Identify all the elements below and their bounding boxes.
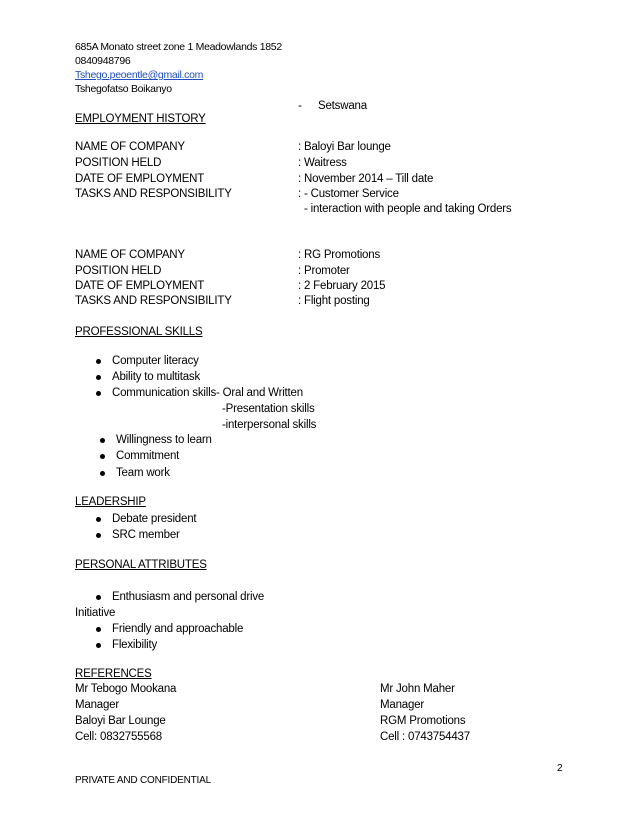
reference-name: Mr Tebogo Mookana	[75, 683, 177, 695]
bullet-icon	[96, 359, 101, 364]
bullet-icon	[100, 438, 105, 443]
applicant-name: Tshegofatso Boikanyo	[75, 83, 172, 95]
bullet-icon	[96, 595, 101, 600]
skill-item: Team work	[116, 467, 170, 479]
attribute-item: Enthusiasm and personal drive	[112, 591, 265, 603]
phone-number: 0840948796	[75, 55, 131, 67]
reference-cell: Cell : 0743754437	[380, 731, 470, 743]
tasks-label: TASKS AND RESPONSIBILITY	[75, 295, 232, 307]
date-value: : 2 February 2015	[298, 280, 386, 292]
language-dash: -	[298, 100, 302, 112]
company-label: NAME OF COMPANY	[75, 249, 185, 261]
bullet-icon	[96, 375, 101, 380]
attribute-item: Friendly and approachable	[112, 623, 244, 635]
reference-name: Mr John Maher	[380, 683, 455, 695]
skill-item: Communication skills- Oral and Written	[112, 387, 303, 399]
skills-heading: PROFESSIONAL SKILLS	[75, 326, 203, 338]
date-label: DATE OF EMPLOYMENT	[75, 280, 205, 292]
reference-company: Baloyi Bar Lounge	[75, 715, 166, 727]
date-label: DATE OF EMPLOYMENT	[75, 173, 205, 185]
company-value: : RG Promotions	[298, 249, 380, 261]
attribute-item: Flexibility	[112, 639, 158, 651]
references-heading: REFERENCES	[75, 668, 152, 680]
bullet-icon	[96, 517, 101, 522]
leadership-item: SRC member	[112, 529, 180, 541]
skill-sub-item: -interpersonal skills	[222, 419, 317, 431]
bullet-icon	[96, 643, 101, 648]
attribute-continuation: Initiative	[75, 607, 116, 619]
leadership-item: Debate president	[112, 513, 197, 525]
position-value: : Waitress	[298, 157, 347, 169]
bullet-icon	[96, 391, 101, 396]
bullet-icon	[100, 454, 105, 459]
skill-item: Willingness to learn	[116, 434, 212, 446]
position-value: : Promoter	[298, 265, 350, 277]
address: 685A Monato street zone 1 Meadowlands 1852	[75, 41, 282, 53]
tasks-value: : Flight posting	[298, 295, 370, 307]
leadership-heading: LEADERSHIP	[75, 496, 146, 508]
tasks-extra: - interaction with people and taking Orders	[304, 203, 512, 215]
reference-title: Manager	[380, 699, 424, 711]
language-item: Setswana	[318, 100, 367, 112]
skill-item: Computer literacy	[112, 355, 199, 367]
email-link[interactable]: Tshego.peoentle@gmail.com	[75, 69, 204, 81]
bullet-icon	[96, 627, 101, 632]
bullet-icon	[96, 533, 101, 538]
confidential-footer: PRIVATE AND CONFIDENTIAL	[75, 775, 211, 786]
reference-cell: Cell: 0832755568	[75, 731, 162, 743]
page-number: 2	[557, 763, 563, 774]
date-value: : November 2014 – Till date	[298, 173, 434, 185]
reference-title: Manager	[75, 699, 119, 711]
company-value: : Baloyi Bar lounge	[298, 141, 391, 153]
company-label: NAME OF COMPANY	[75, 141, 185, 153]
position-label: POSITION HELD	[75, 157, 162, 169]
attributes-heading: PERSONAL ATTRIBUTES	[75, 559, 207, 571]
tasks-label: TASKS AND RESPONSIBILITY	[75, 188, 232, 200]
skill-item: Ability to multitask	[112, 371, 201, 383]
bullet-icon	[100, 471, 105, 476]
skill-item: Commitment	[116, 450, 180, 462]
reference-company: RGM Promotions	[380, 715, 466, 727]
tasks-value: : - Customer Service	[298, 188, 399, 200]
skill-sub-item: -Presentation skills	[222, 403, 315, 415]
employment-heading: EMPLOYMENT HISTORY	[75, 113, 206, 125]
position-label: POSITION HELD	[75, 265, 162, 277]
